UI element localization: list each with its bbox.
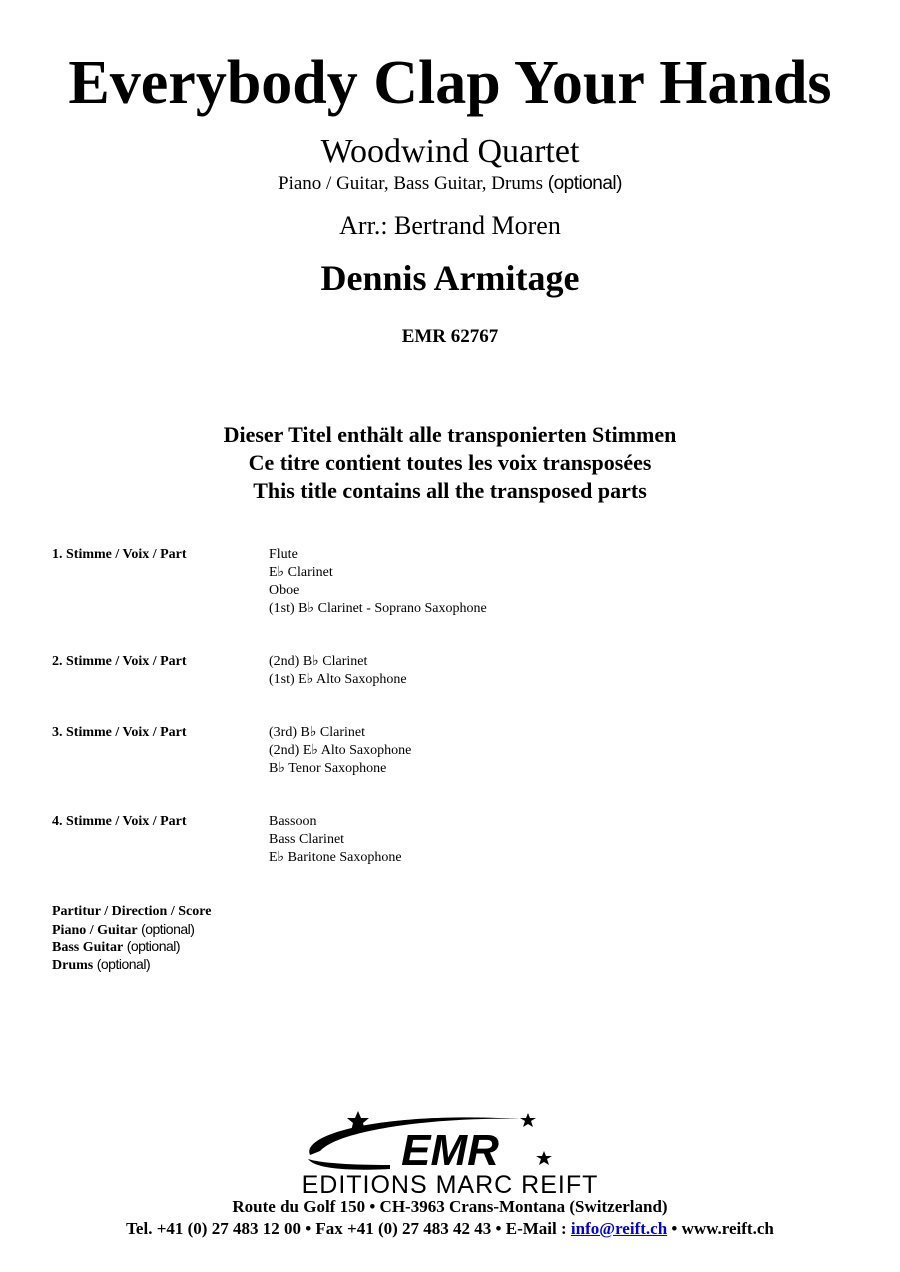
- notice-english: This title contains all the transposed parts: [253, 478, 647, 503]
- publisher-name: EDITIONS MARC REIFT: [301, 1171, 599, 1198]
- instrument-item: Flute: [269, 547, 298, 562]
- logo-wordmark: EMR: [401, 1126, 499, 1175]
- contact-website: • www.reift.ch: [667, 1219, 774, 1238]
- extra-item-score: [52, 903, 211, 921]
- transposed-parts-notice: [0, 421, 900, 505]
- extra-note: (optional): [141, 920, 195, 937]
- part-1-label: 1. Stimme / Voix / Part: [52, 547, 187, 562]
- publisher-contact: [0, 1218, 900, 1240]
- part-4-label: 4. Stimme / Voix / Part: [52, 814, 187, 829]
- star-icon: [520, 1113, 536, 1127]
- part-1-instruments: [269, 546, 487, 618]
- instrument-item: Oboe: [269, 583, 300, 598]
- composer: Dennis Armitage: [320, 258, 580, 298]
- instrument-item: (1st) E♭ Alto Saxophone: [269, 672, 407, 687]
- instrument-item: E♭ Baritone Saxophone: [269, 850, 402, 865]
- instrumentation-text: Piano / Guitar, Bass Guitar, Drums: [278, 173, 543, 194]
- instrument-item: E♭ Clarinet: [269, 565, 333, 580]
- extra-item-piano: [52, 921, 211, 939]
- instrument-item: (1st) B♭ Clarinet - Soprano Saxophone: [269, 601, 487, 616]
- publisher-address: Route du Golf 150 • CH-3963 Crans-Montana (Switzerland): [232, 1197, 668, 1216]
- extra-label: Partitur / Direction / Score: [52, 904, 212, 919]
- instrument-item: (2nd) E♭ Alto Saxophone: [269, 743, 412, 758]
- notice-german: Dieser Titel enthält alle transponierten Stimmen: [223, 422, 677, 447]
- subtitle: Woodwind Quartet: [320, 133, 580, 170]
- part-4-instruments: [269, 813, 402, 867]
- part-3-label: 3. Stimme / Voix / Part: [52, 725, 187, 740]
- extra-item-drums: [52, 956, 211, 974]
- arranger: Arr.: Bertrand Moren: [339, 211, 561, 240]
- publisher-logo: [240, 1103, 660, 1198]
- page-title: Everybody Clap Your Hands: [68, 49, 832, 117]
- extra-note: (optional): [126, 938, 181, 954]
- part-3-instruments: [269, 724, 411, 778]
- part-2-label: 2. Stimme / Voix / Part: [52, 654, 187, 669]
- additional-parts: [52, 903, 211, 973]
- instrument-item: B♭ Tenor Saxophone: [269, 761, 387, 776]
- optional-label: (optional): [547, 173, 622, 194]
- contact-phone-fax: Tel. +41 (0) 27 483 12 00 • Fax +41 (0) 27 483 42 43 • E-Mail :: [126, 1219, 571, 1238]
- extra-label: Drums: [52, 957, 94, 973]
- instrument-item: Bass Clarinet: [269, 832, 345, 847]
- email-link[interactable]: info@reift.ch: [570, 1219, 668, 1238]
- extra-note: (optional): [96, 955, 151, 972]
- extra-label: Bass Guitar: [52, 940, 124, 955]
- notice-french: Ce titre contient toutes les voix transposées: [248, 450, 652, 475]
- part-2-instruments: [269, 653, 407, 689]
- catalog-number: EMR 62767: [401, 326, 499, 347]
- instrument-item: Bassoon: [269, 814, 317, 829]
- star-icon: [536, 1151, 552, 1165]
- instrument-item: (2nd) B♭ Clarinet: [269, 654, 368, 669]
- extra-item-bass: [52, 938, 211, 956]
- instrument-item: (3rd) B♭ Clarinet: [269, 725, 366, 740]
- instrumentation: [0, 172, 900, 196]
- extra-label: Piano / Guitar: [52, 922, 138, 938]
